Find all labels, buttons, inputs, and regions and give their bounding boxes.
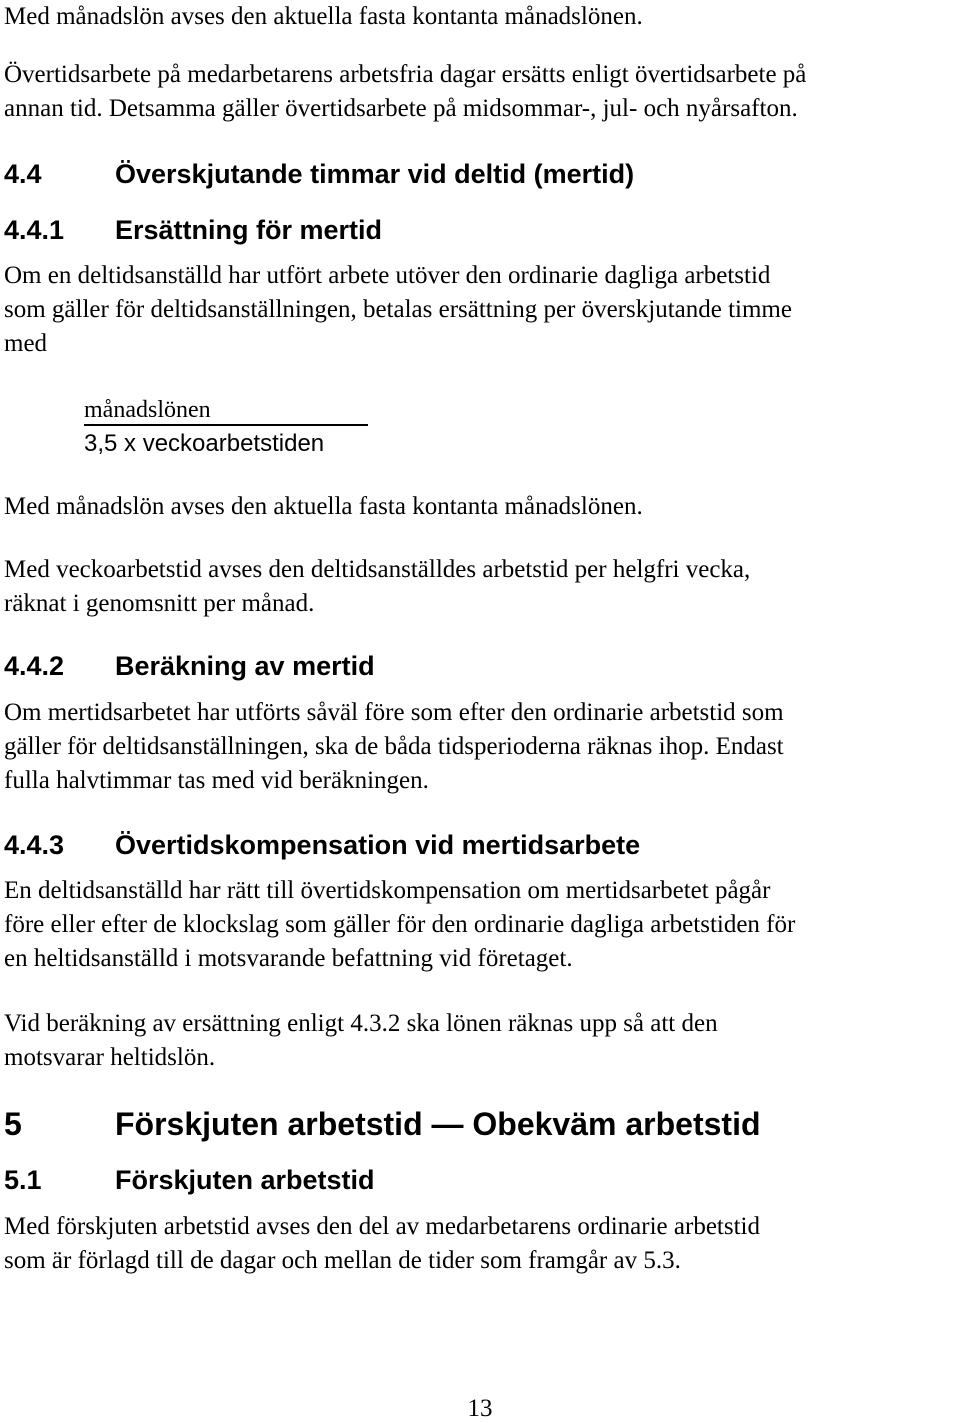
paragraph-overtime-free-days: Övertidsarbete på medarbetarens arbetsfria dagar ersätts enligt övertidsarbete på annan tid. Detsamma gäller övertidsarbete på midsommar-, jul- och nyårsafton. [4, 61, 807, 122]
paragraph-monthly-salary-definition: Med månadslön avses den aktuella fasta kontanta månadslönen. [4, 3, 643, 30]
heading-4-4: 4.4 Överskjutande timmar vid deltid (mertid) [4, 159, 635, 189]
compensation-formula [84, 394, 368, 460]
heading-4-4-2: 4.4.2 Beräkning av mertid [4, 651, 375, 681]
heading-4-4-1: 4.4.1 Ersättning för mertid [4, 215, 383, 245]
paragraph-mertid-compensation: Om en deltidsanställd har utfört arbete utöver den ordinarie dagliga arbetstid som gäller för deltidsanställningen, betalas ersättning per överskjutande timme med [4, 262, 792, 357]
formula-denominator: 3,5 x veckoarbetstiden [84, 430, 325, 457]
paragraph-monthly-salary-definition-2: Med månadslön avses den aktuella fasta kontanta månadslönen. [4, 493, 643, 520]
page-number: 13 [467, 1395, 493, 1422]
paragraph-salary-adjustment: Vid beräkning av ersättning enligt 4.3.2 ska lönen räknas upp så att den motsvarar heltidslön. [4, 1010, 718, 1071]
paragraph-overtime-compensation: En deltidsanställd har rätt till övertidskompensation om mertidsarbetet pågår före eller efter de klockslag som gäller för den ordinarie dagliga arbetstiden för en heltidsanställd i motsvarande befattning vid företaget. [4, 877, 796, 972]
paragraph-mertid-calculation: Om mertidsarbetet har utförts såväl före som efter den ordinarie arbetstid som gäller för deltidsanställningen, ska de båda tidsperioderna räknas ihop. Endast fulla halvtimmar tas med vid beräkningen. [4, 699, 784, 794]
heading-5: 5 Förskjuten arbetstid — Obekväm arbetstid [4, 1106, 761, 1142]
paragraph-shifted-hours-definition: Med förskjuten arbetstid avses den del av medarbetarens ordinarie arbetstid som är förlagd till de dagar och mellan de tider som framgår av 5.3. [4, 1213, 760, 1274]
paragraph-weekly-hours-definition: Med veckoarbetstid avses den deltidsanställdes arbetstid per helgfri vecka, räknat i genomsnitt per månad. [4, 556, 751, 617]
formula-numerator: månadslönen [84, 396, 368, 426]
heading-4-4-3: 4.4.3 Övertidskompensation vid mertidsarbete [4, 830, 641, 860]
heading-5-1: 5.1 Förskjuten arbetstid [4, 1165, 375, 1195]
